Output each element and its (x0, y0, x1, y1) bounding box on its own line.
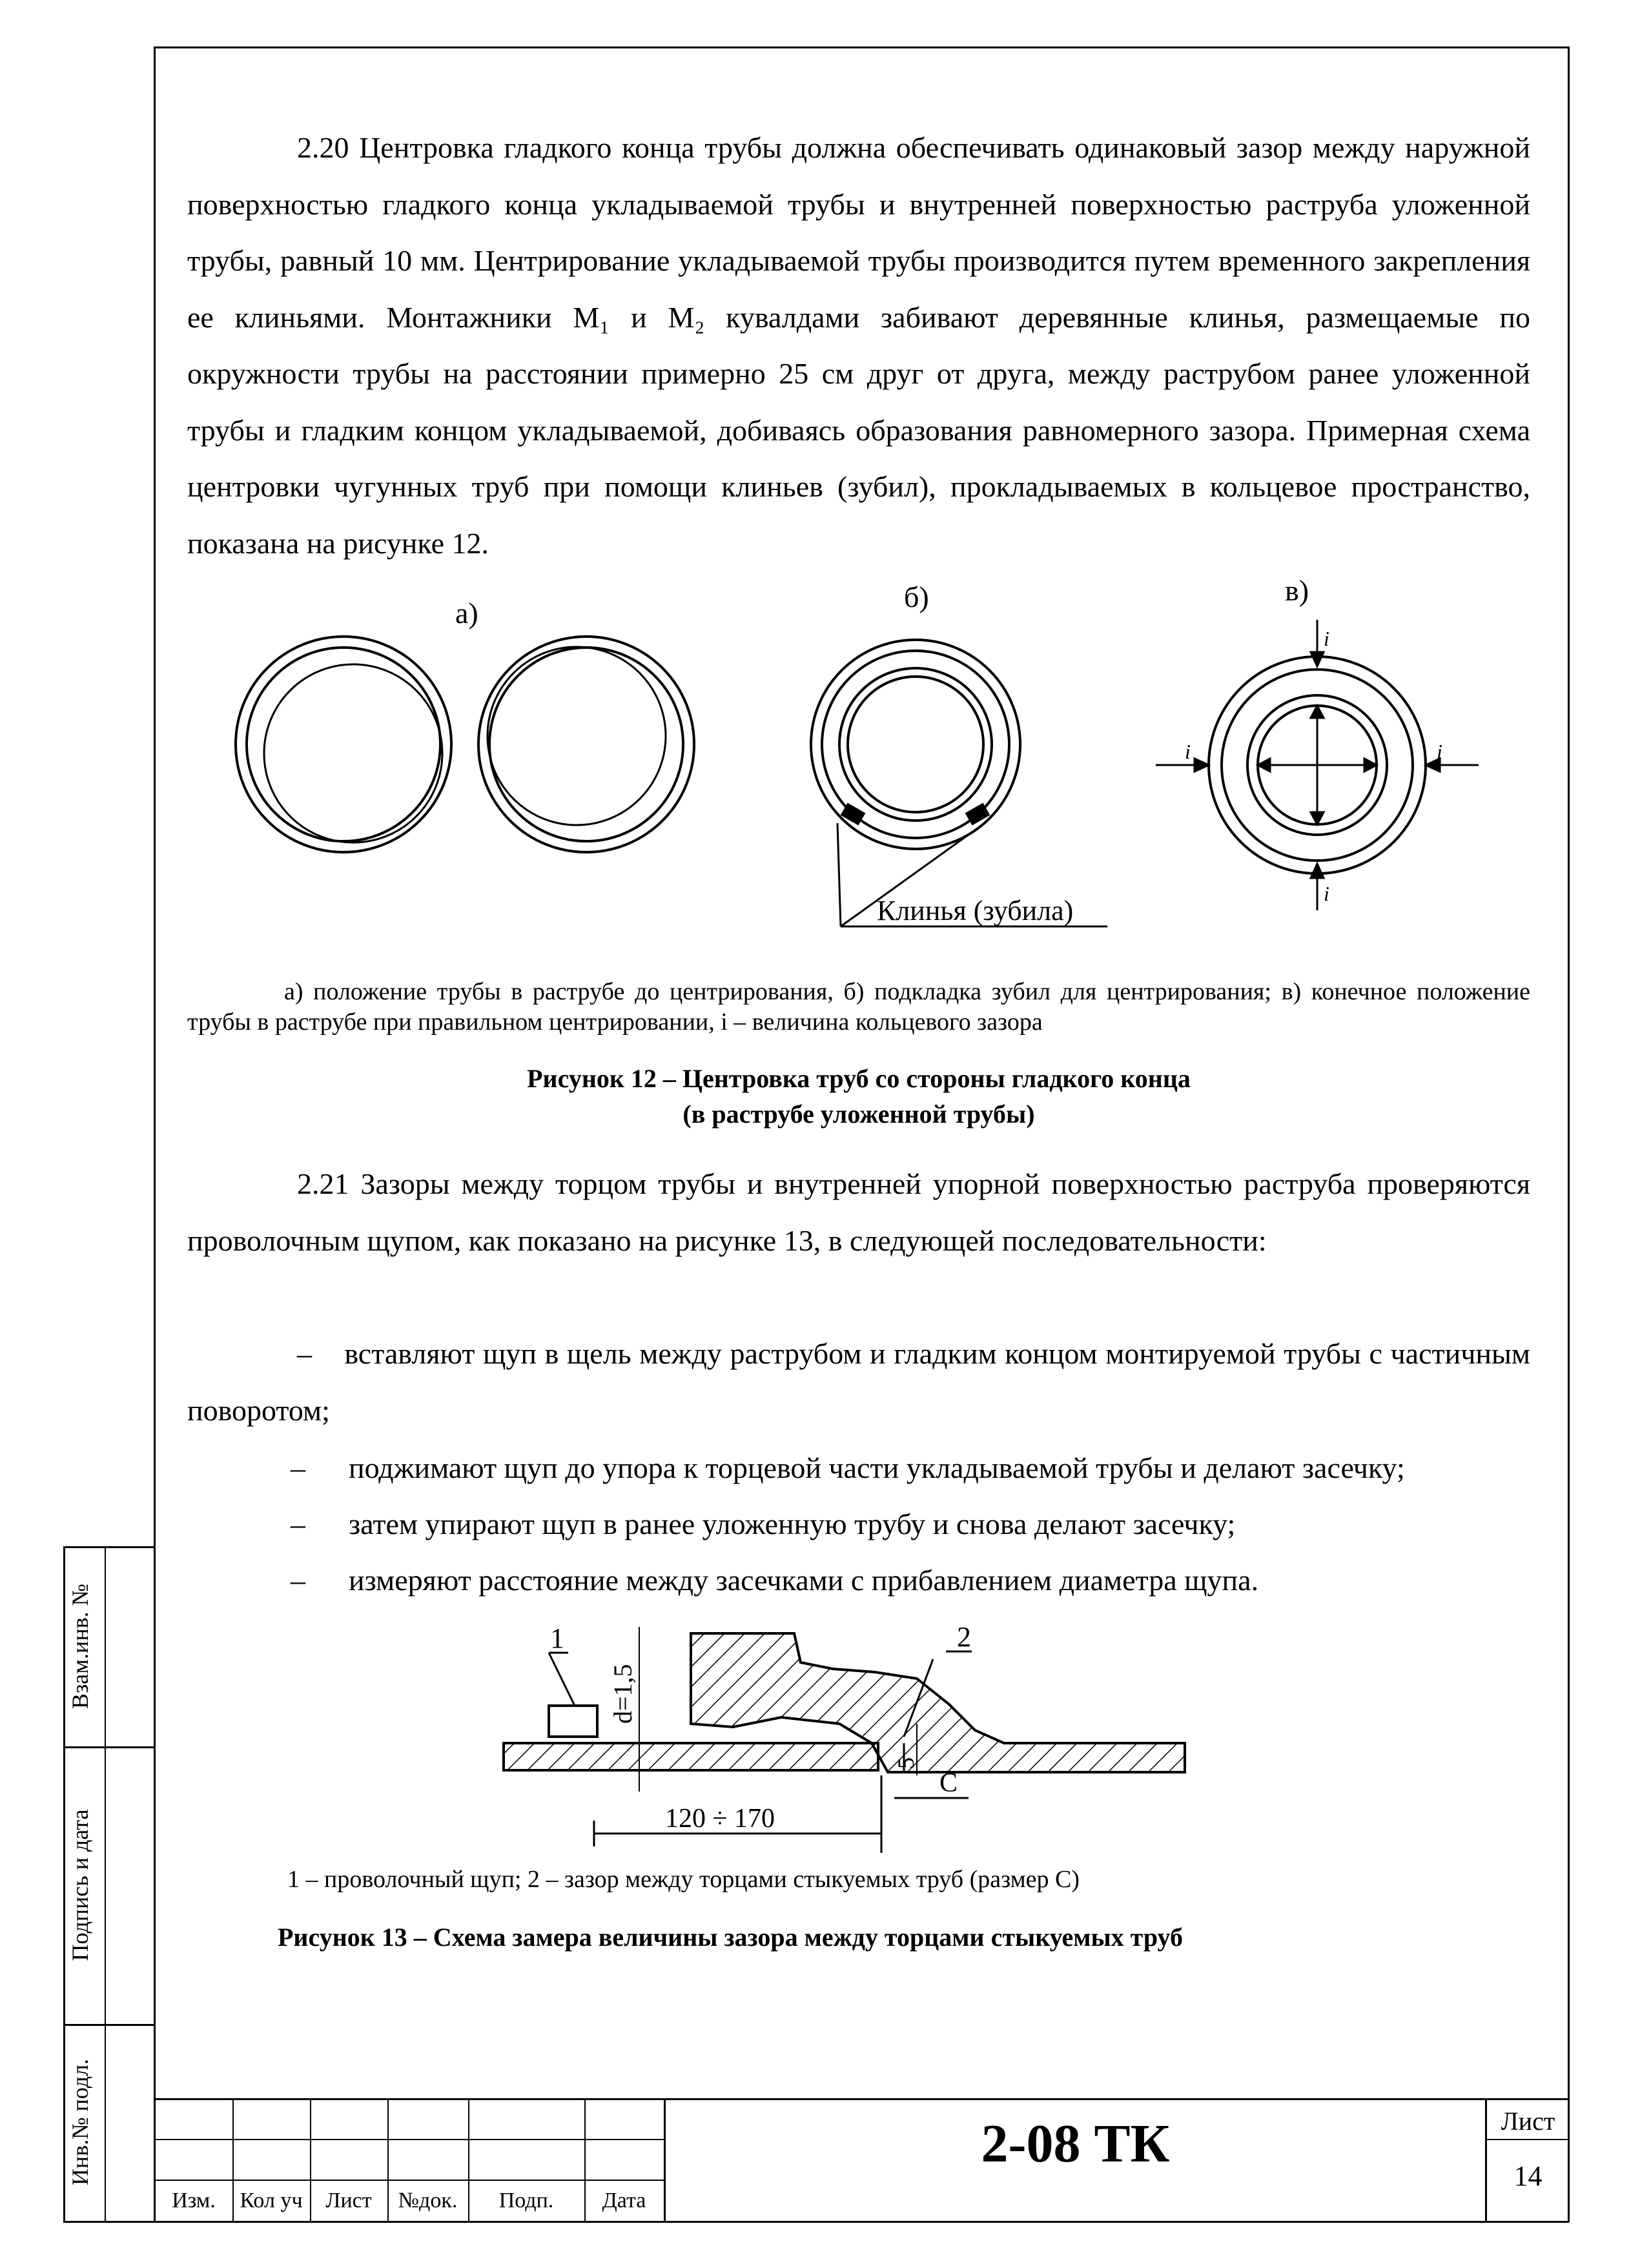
fig12-b-pipe (811, 640, 1020, 849)
tb-sheet-label: Лист (1501, 2107, 1555, 2136)
fig13-caption: 1 – проволочный щуп; 2 – зазор между торцами стыкуемых труб (размер С) (287, 1866, 1080, 1893)
fig12-gap-right: i (1437, 740, 1442, 763)
fig12-gap-bottom: i (1324, 882, 1329, 905)
fig13-label-1: 1 (550, 1622, 564, 1654)
side-inv-podl: Инв.№ подл. (67, 2058, 93, 2186)
fig12-label-a: а) (455, 597, 478, 629)
fig13-dim-length: 120 ÷ 170 (665, 1804, 775, 1834)
fig13-dim-5: 5 (893, 1757, 919, 1769)
tb-col-izm: Изм. (172, 2189, 216, 2212)
side-vzam-inv: Взам.инв. № (67, 1584, 93, 1709)
fig12-wedges-label: Клинья (зубила) (877, 895, 1074, 926)
fig12-gap-top: i (1324, 627, 1329, 650)
list-item-3 (291, 1496, 1235, 1553)
frame-right (1568, 46, 1570, 2222)
side-podpis-data: Подпись и дата (67, 1809, 93, 1961)
list-dash: – (291, 1451, 305, 1484)
figure-12 (0, 568, 1651, 968)
tb-col-kol-uch: Кол уч (240, 2189, 303, 2212)
list-item-2 (291, 1440, 1405, 1497)
fig12-title-line1: Рисунок 12 – Центровка труб со стороны гладкого конца (527, 1064, 1191, 1093)
tb-col-list: Лист (325, 2189, 372, 2212)
fig13-dim-d: d=1,5 (608, 1664, 637, 1724)
list-item-text: поджимают щуп до упора к торцевой части укладываемой трубы и делают засечку; (349, 1451, 1405, 1484)
list-item-text: измеряют расстояние между засечками с прибавлением диаметра щупа. (349, 1564, 1259, 1597)
figure-13-drawing (0, 1614, 1651, 1859)
figure-12-drawing (0, 568, 1651, 968)
list-dash: – (291, 1564, 305, 1597)
fig12-gap-left: i (1185, 740, 1191, 763)
list-item-4 (291, 1552, 1258, 1609)
paragraph-2-20: 2.20 Центровка гладкого конца трубы должна обеспечивать одинаковый зазор между наружной поверхностью гладкого конца укладываемой трубы и внутренней поверхностью раструба уложенной трубы, равный 10 мм. Центрирование укладываемой трубы производится путем временного закрепления ее клиньями. Монтажники М₁ и М₂ кувалдами забивают деревянные клинья, размещаемые по окружности трубы на расстоянии примерно 25 см друг от друга, между раструбом ранее уложенной трубы и гладким концом укладываемой, добиваясь образования равномерного зазора. Примерная схема центровки чугунных труб при помощи клиньев (зубил), прокладываемых в кольцевое пространство, показана на рисунке 12. (187, 131, 1530, 560)
list-item-text: вставляют щуп в щель между раструбом и гладким концом монтируемой трубы с частичным поворотом; (187, 1337, 1530, 1427)
fig12-caption: а) положение трубы в раструбе до центрирования, б) подкладка зубил для центрирования; в) конечное положение трубы в раструбе при правильном центрировании, i – величина кольцевого зазора (187, 978, 1530, 1036)
fig13-wire-probe (549, 1706, 597, 1737)
fig12-label-b: б) (904, 580, 929, 613)
fig12-a-right-pipe (478, 637, 694, 852)
fig13-smooth-pipe-wall (504, 1743, 878, 1770)
tb-sheet-number: 14 (1513, 2160, 1543, 2192)
fig12-title-line2: (в раструбе уложенной трубы) (682, 1099, 1035, 1129)
tb-designation: 2-08 ТК (981, 2114, 1170, 2174)
list-dash: – (297, 1337, 312, 1370)
paragraph-2-21: 2.21 Зазоры между торцом трубы и внутренней упорной поверхностью раструба проверяются проволочным щупом, как показано на рисунке 13, в следующей последовательности: (187, 1167, 1530, 1257)
fig12-label-v: в) (1285, 574, 1309, 607)
list-item-text: затем упирают щуп в ранее уложенную трубу и снова делают засечку; (349, 1507, 1236, 1540)
tb-col-ndok: №док. (398, 2189, 458, 2212)
frame-top (154, 46, 1569, 48)
fig13-dim-c: С (939, 1768, 958, 1798)
frame-bottom (154, 2221, 1569, 2223)
fig12-v-arrows (1156, 620, 1479, 910)
fig13-label-2: 2 (957, 1621, 971, 1653)
tb-col-podp: Подп. (498, 2189, 554, 2212)
tb-col-data: Дата (602, 2189, 646, 2212)
list-item-1 (187, 1325, 1530, 1438)
figure-13 (0, 1614, 1651, 1859)
frame-left (154, 46, 156, 2222)
fig13-title: Рисунок 13 – Схема замера величины зазора между торцами стыкуемых труб (278, 1923, 1184, 1952)
list-dash: – (291, 1507, 305, 1540)
fig12-a-left-pipe (236, 637, 451, 852)
